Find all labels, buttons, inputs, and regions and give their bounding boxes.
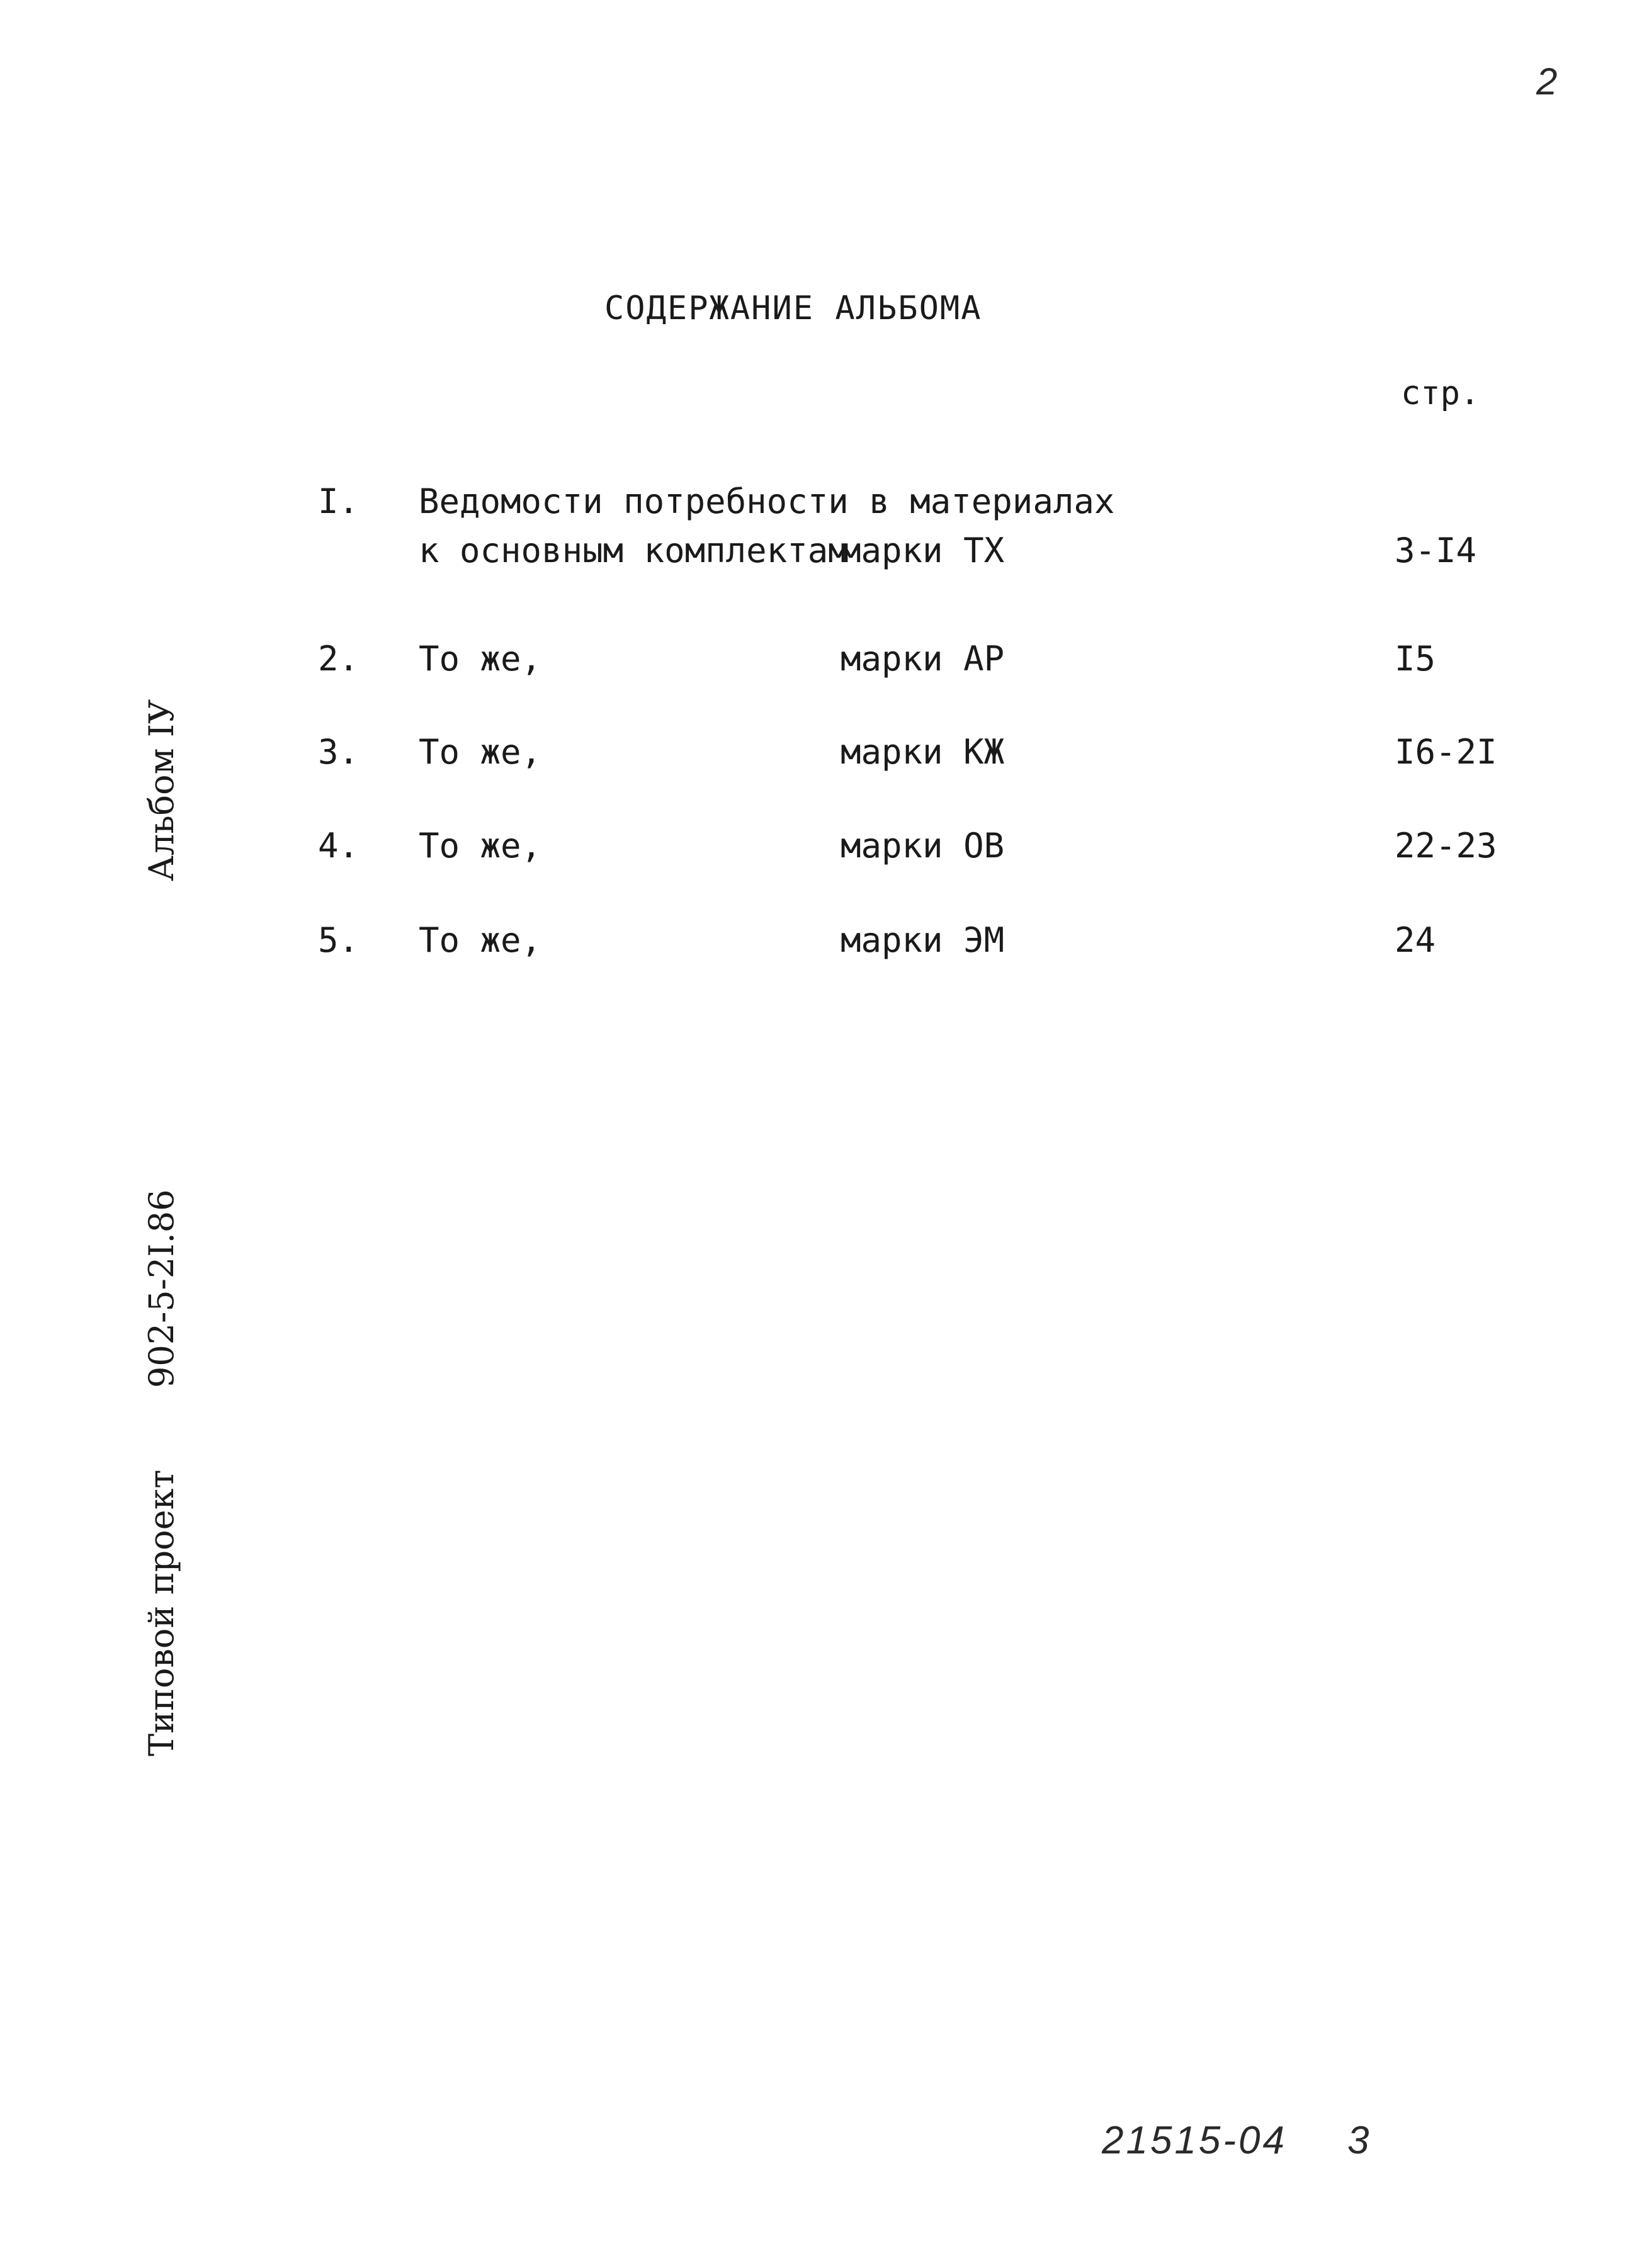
toc-item-number: I. (318, 482, 360, 521)
stamp-code: 21515-04 (1102, 2119, 1288, 2162)
toc-item-text: То же, (419, 639, 542, 679)
toc-item-pages: I6-2I (1395, 732, 1497, 772)
toc-item-mark: марки ОВ (841, 826, 1005, 866)
toc-item-text: То же, (419, 920, 542, 960)
toc-item-number: 5. (318, 920, 360, 960)
side-label-album: Альбом IУ (142, 699, 181, 881)
toc-item-4 (0, 826, 1637, 876)
toc-item-text: Ведомости потребности в материалах (419, 482, 1115, 521)
toc-item-pages: 22-23 (1395, 826, 1497, 866)
page-title: СОДЕРЖАНИЕ АЛЬБОМА (604, 290, 982, 327)
toc-item-pages: 24 (1395, 920, 1436, 960)
toc-item-number: 4. (318, 826, 360, 866)
toc-item-number: 3. (318, 732, 360, 772)
toc-item-text: То же, (419, 732, 542, 772)
side-label-project: Типовой проект (142, 1469, 181, 1756)
toc-item-5 (0, 920, 1637, 971)
toc-item-pages: 3-I4 (1395, 531, 1477, 570)
toc-item-1-continued (0, 531, 1637, 581)
toc-item-text: То же, (419, 826, 542, 866)
toc-item-pages: I5 (1395, 639, 1436, 679)
toc-item-1 (0, 482, 1637, 532)
toc-item-3 (0, 732, 1637, 782)
toc-item-mark: марки КЖ (841, 732, 1005, 772)
toc-item-text: к основным комплектам (419, 531, 849, 570)
toc-item-mark: марки ЭМ (841, 920, 1005, 960)
stamp-sheet-number: 3 (1347, 2119, 1372, 2162)
page-column-header: стр. (1401, 375, 1480, 412)
toc-item-mark: марки ТХ (841, 531, 1005, 570)
page-number: 2 (1536, 60, 1558, 103)
toc-item-number: 2. (318, 639, 360, 679)
toc-item-2 (0, 639, 1637, 689)
toc-item-mark: марки АР (841, 639, 1005, 679)
side-label-code: 902-5-2I.86 (142, 1189, 181, 1388)
